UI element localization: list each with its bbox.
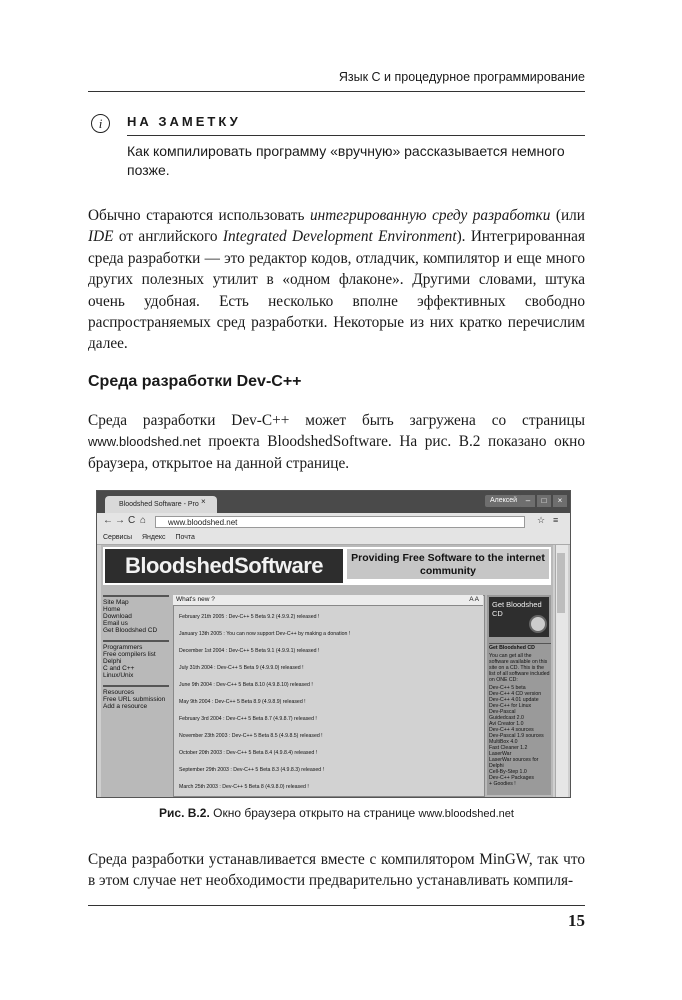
header-rule — [88, 91, 585, 92]
page-number: 15 — [568, 911, 585, 930]
running-header: Язык С и процедурное программирование — [338, 70, 585, 84]
paragraph-devcpp: Среда разработки Dev-C++ может быть загружена со страницы www.bloodshed.net проекта BloodshedSoftware. На рис. В.2 показано окно браузера, открытое на данной странице. — [88, 412, 585, 472]
site-tagline: Providing Free Software to the internet community — [347, 549, 549, 579]
note-title: НА ЗАМЕТКУ — [127, 114, 241, 129]
maximize-icon[interactable]: □ — [537, 495, 551, 507]
scrollbar-thumb[interactable] — [557, 553, 565, 613]
site-logo[interactable]: BloodshedSoftware — [105, 549, 343, 583]
footer-rule — [88, 905, 585, 906]
cd-contents-list: Get Bloodshed CD You can get all the software available on this site on a CD. This is the list of all software included on ONE CD: Dev-C++ 5 beta Dev-C++ 4 CD version Dev-C++ 4.01 update Dev-C++ for Linux Dev-Pascal Guidedcast 2.0 Avi Creator 1.0 Dev-C++ 4 sources Dev-Pascal 1.9 sources MultiBox 4.0 Fast Cleaner 1.2 LaserWar LaserWar sources for Delphi Cell-By-Step 1.0 Dev-C++ Packages + Goodies ! — [489, 645, 550, 787]
forward-icon[interactable]: → — [115, 515, 125, 526]
section-heading: Среда разработки Dev-C++ — [88, 373, 302, 390]
news-item[interactable]: November 23th 2003 : Dev-C++ 5 Beta 8.5 (4.9.8.5) released ! — [179, 733, 323, 739]
news-item[interactable]: December 1st 2004 : Dev-C++ 5 Beta 9.1 (4.9.9.1) released ! — [179, 648, 320, 654]
cd-disc-icon — [529, 615, 547, 633]
note-rule — [127, 135, 585, 136]
news-item[interactable]: September 29th 2003 : Dev-C++ 5 Beta 8.3 (4.9.8.3) released ! — [179, 767, 325, 773]
back-icon[interactable]: ← — [103, 515, 113, 526]
nav-group-resources: Resources Free URL submission Add a resource — [103, 685, 169, 710]
paragraph-intro: Обычно стараются использовать интегрированную среду разработки (или IDE от английского Integrated Development Environment). Интегрированная среда разработки — это редактор кодов, отладчик, компилятор и еще много других полезных утилит в «одном флаконе». Другими словами, штука очень удобная. Есть несколько вполне эффективных свободно распространяемых сред разработки. Некоторые из них кратко перечислим далее. — [88, 207, 586, 353]
bookmark-mail[interactable]: Почта — [175, 534, 195, 541]
browser-screenshot — [96, 490, 571, 798]
address-bar[interactable]: www.bloodshed.net — [155, 516, 525, 528]
reload-icon[interactable]: C — [128, 515, 136, 526]
note-text: Как компилировать программу «вручную» рассказывается немного позже. — [127, 143, 565, 178]
url-text: www.bloodshed.net — [88, 434, 201, 450]
bookmark-services[interactable]: Сервисы — [103, 534, 133, 541]
news-item[interactable]: February 21th 2005 : Dev-C++ 5 Beta 9.2 (4.9.9.2) released ! — [179, 614, 320, 620]
site-left-nav — [103, 595, 169, 795]
star-icon[interactable]: ☆ — [537, 515, 546, 525]
bookmark-yandex[interactable]: Яндекс — [141, 534, 166, 541]
news-item[interactable]: February 3rd 2004 : Dev-C++ 5 Beta 8.7 (4.9.8.7) released ! — [179, 716, 317, 722]
news-header: What's new ? A A — [173, 595, 483, 606]
nav-group-programmers: Programmers Free compilers list Delphi C and C++ Linux/Unix — [103, 640, 169, 679]
news-item[interactable]: June 9th 2004 : Dev-C++ 5 Beta 8.10 (4.9.8.10) released ! — [179, 682, 313, 688]
browser-tab[interactable]: Bloodshed Software - Pro — [105, 496, 217, 513]
close-window-icon[interactable]: × — [553, 495, 567, 507]
nav-group-sitemap: Site Map Home Download Email us Get Bloodshed CD — [103, 595, 169, 634]
news-item[interactable]: July 31th 2004 : Dev-C++ 5 Beta 9 (4.9.9.0) released ! — [179, 665, 304, 671]
news-item[interactable]: October 20th 2003 : Dev-C++ 5 Beta 8.4 (4.9.8.4) released ! — [179, 750, 318, 756]
bookmarks-bar — [97, 532, 570, 545]
figure-caption: Рис. В.2. Окно браузера открыто на странице www.bloodshed.net — [159, 806, 514, 820]
news-item[interactable]: January 13th 2005 : You can now support Dev-C++ by making a donation ! — [179, 631, 351, 637]
news-item[interactable]: May 9th 2004 : Dev-C++ 5 Beta 8.9 (4.9.8.9) released ! — [179, 699, 306, 705]
minimize-icon[interactable]: – — [521, 495, 535, 507]
menu-icon[interactable]: ≡ — [553, 515, 559, 525]
paragraph-mingw: Среда разработки устанавливается вместе с компилятором MinGW, так что в этом случае нет необходимости предварительно устанавливать компиля- — [88, 851, 585, 890]
cd-promo[interactable]: Get Bloodshed CD — [489, 597, 549, 637]
info-icon: i — [91, 114, 110, 133]
news-item[interactable]: March 25th 2003 : Dev-C++ 5 Beta 8 (4.9.8.0) released ! — [179, 784, 309, 790]
tab-close-icon[interactable]: × — [201, 497, 206, 506]
home-icon[interactable]: ⌂ — [140, 515, 147, 526]
user-chip[interactable]: Алексей — [485, 495, 522, 507]
